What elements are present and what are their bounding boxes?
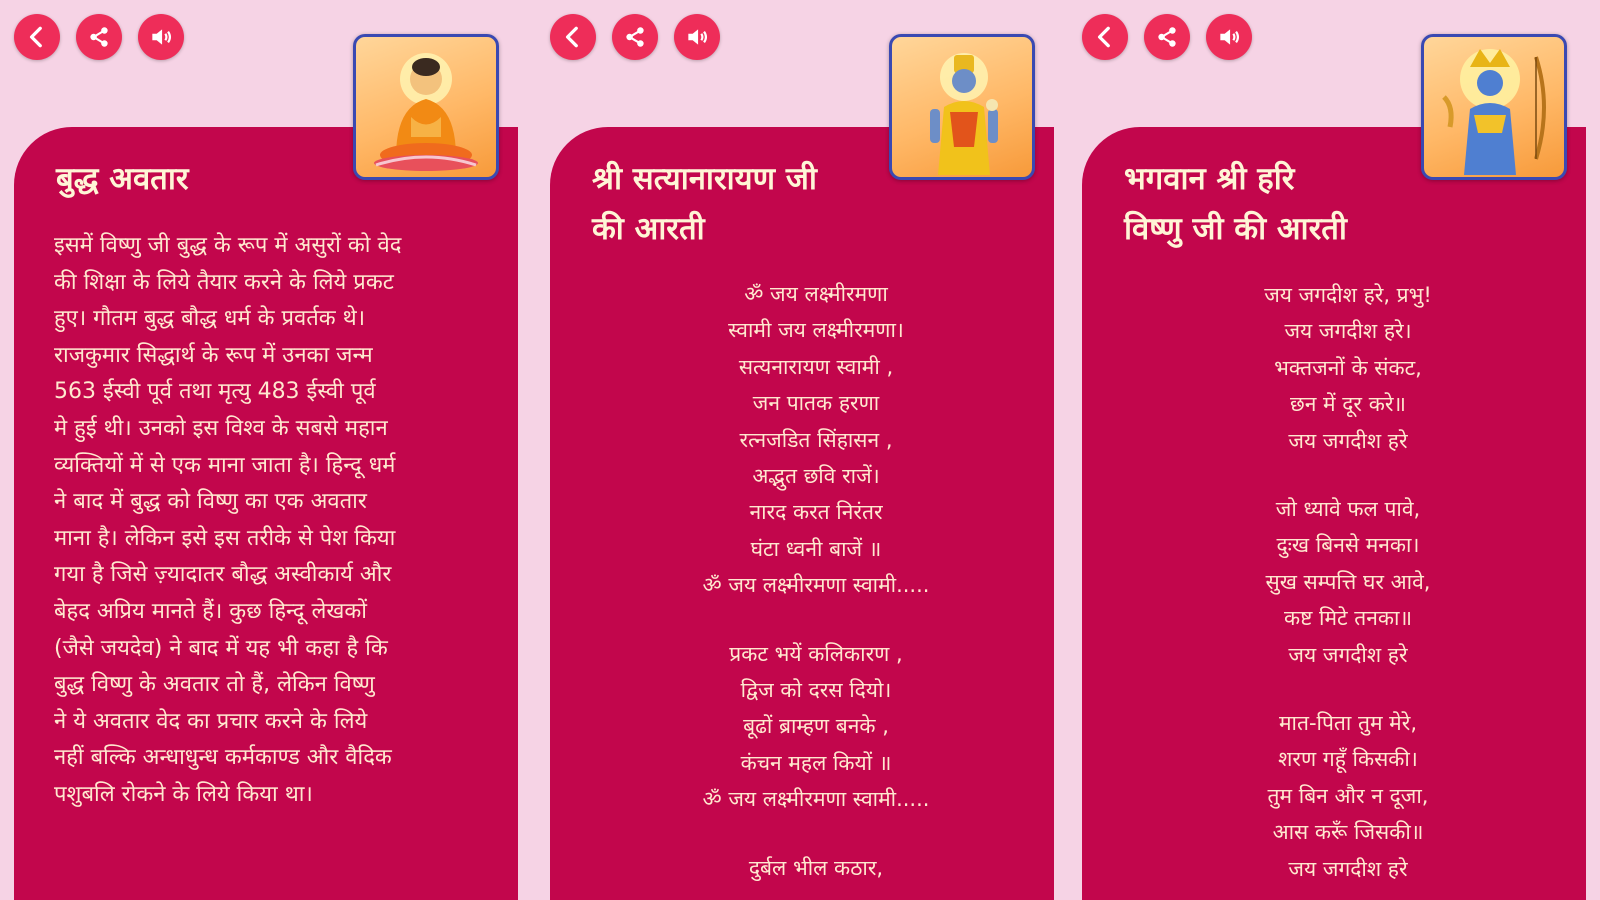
verse-line: घंटा ध्वनी बाजें ॥ bbox=[750, 536, 882, 561]
back-button[interactable] bbox=[1082, 14, 1128, 60]
text-line: पशुबलि रोकने के लिये किया था। bbox=[54, 781, 313, 807]
verse-line: अद्भुत छवि राजें। bbox=[752, 464, 880, 489]
verse-line: प्रकट भयें कलिकारण , bbox=[729, 641, 903, 666]
verse-line: जय जगदीश हरे। bbox=[1284, 319, 1412, 344]
speaker-icon bbox=[684, 24, 710, 50]
share-button[interactable] bbox=[1144, 14, 1190, 60]
verse-line: सत्यनारायण स्वामी , bbox=[738, 354, 894, 379]
verse-line: आस करूँ जिसकी॥ bbox=[1272, 820, 1424, 845]
text-line: बुद्ध विष्णु के अवतार तो हैं, लेकिन विष्णु bbox=[54, 672, 375, 698]
verse-line: जन पातक हरणा bbox=[752, 391, 880, 416]
panel-vishnu-aarti bbox=[1068, 0, 1598, 900]
verse-line: शरण गहूँ किसकी। bbox=[1278, 747, 1418, 772]
text-line: की शिक्षा के लिये तैयार करने के लिये प्रकट bbox=[54, 269, 394, 295]
verse-line: नारद करत निरंतर bbox=[749, 500, 883, 525]
text-line: ने ये अवतार वेद का प्रचार करने के लिये bbox=[54, 708, 368, 734]
text-line: 563 ईस्वी पूर्व तथा मृत्यु 483 ईस्वी पूर्व bbox=[54, 379, 376, 405]
share-button[interactable] bbox=[612, 14, 658, 60]
back-button[interactable] bbox=[550, 14, 596, 60]
verse-stanza bbox=[576, 276, 1056, 604]
share-icon bbox=[86, 24, 112, 50]
verse-line: जय जगदीश हरे, प्रभु! bbox=[1264, 283, 1432, 307]
verse-line: जय जगदीश हरे bbox=[1288, 428, 1408, 453]
back-icon bbox=[24, 24, 50, 50]
verse-stanza bbox=[576, 636, 1056, 818]
verse-line: बूढों ब्राम्हण बनके , bbox=[743, 714, 889, 739]
verse-line: जो ध्यावे फल पावे, bbox=[1275, 497, 1421, 522]
back-icon bbox=[1092, 24, 1118, 50]
verse-stanza bbox=[1108, 705, 1588, 887]
panel-satyanarayan-aarti bbox=[536, 0, 1066, 900]
share-icon bbox=[1154, 24, 1180, 50]
aarti-verses bbox=[576, 276, 1056, 900]
verse-line: जय जगदीश हरे bbox=[1288, 856, 1408, 881]
back-icon bbox=[560, 24, 586, 50]
verse-line: द्विज को दरस दियो। bbox=[740, 678, 892, 703]
verse-line: स्वामी जय लक्ष्मीरमणा। bbox=[728, 318, 904, 343]
text-line: मे हुई थी। उनको इस विश्व के सबसे महान bbox=[54, 415, 388, 441]
text-line: राजकुमार सिद्धार्थ के रूप में उनका जन्म bbox=[54, 342, 373, 368]
aarti-verses bbox=[1108, 277, 1588, 900]
title-line: श्री सत्यानारायण जी bbox=[592, 161, 817, 197]
verse-line: कष्ट मिटे तनका॥ bbox=[1283, 606, 1413, 631]
verse-stanza bbox=[1108, 277, 1588, 459]
speaker-icon bbox=[148, 24, 174, 50]
panel-title bbox=[592, 154, 892, 254]
description-text bbox=[54, 228, 484, 814]
verse-line: भक्तजनों के संकट, bbox=[1274, 355, 1422, 380]
title-line: विष्णु जी की आरती bbox=[1124, 211, 1347, 247]
buddha-illustration bbox=[356, 37, 496, 177]
text-line: व्यक्तियों में से एक माना जाता है। हिन्दू धर्म bbox=[54, 452, 396, 478]
sound-button[interactable] bbox=[674, 14, 720, 60]
title-line: की आरती bbox=[592, 211, 705, 247]
text-line: बेहद अप्रिय मानते हैं। कुछ हिन्दू लेखकों bbox=[54, 598, 367, 624]
buddha-image bbox=[353, 34, 499, 180]
verse-line: ॐ जय लक्ष्मीरमणा स्वामी..... bbox=[702, 573, 930, 598]
panel-buddha-avatar bbox=[0, 0, 530, 900]
text-line: (जैसे जयदेव) ने बाद में यह भी कहा है कि bbox=[54, 635, 388, 661]
share-button[interactable] bbox=[76, 14, 122, 60]
verse-line: मात-पिता तुम मेरे, bbox=[1278, 711, 1418, 736]
back-button[interactable] bbox=[14, 14, 60, 60]
speaker-icon bbox=[1216, 24, 1242, 50]
verse-line: कंचन महल कियों ॥ bbox=[740, 750, 892, 775]
vishnu-image bbox=[1421, 34, 1567, 180]
text-line: इसमें विष्णु जी बुद्ध के रूप में असुरों को वेद bbox=[54, 233, 402, 258]
verse-line: दुर्बल भील कठार, bbox=[748, 855, 884, 880]
title-line: भगवान श्री हरि bbox=[1124, 161, 1295, 197]
verse-line: दुःख बिनसे मनका। bbox=[1276, 533, 1420, 558]
verse-line: सुख सम्पत्ति घर आवे, bbox=[1265, 569, 1431, 594]
verse-stanza bbox=[1108, 491, 1588, 673]
verse-line: ॐ जय लक्ष्मीरमणा स्वामी..... bbox=[702, 787, 930, 812]
vishnu-illustration bbox=[1424, 37, 1564, 177]
text-line: ने बाद में बुद्ध को विष्णु का एक अवतार bbox=[54, 489, 367, 515]
verse-stanza bbox=[576, 850, 1056, 886]
verse-line: छन में दूर करे॥ bbox=[1290, 392, 1406, 417]
share-icon bbox=[622, 24, 648, 50]
satyanarayan-illustration bbox=[892, 37, 1032, 177]
verse-line: तुम बिन और न दूजा, bbox=[1267, 783, 1429, 808]
text-line: माना है। लेकिन इसे इस तरीके से पेश किया bbox=[54, 525, 396, 551]
title-line: बुद्ध अवतार bbox=[56, 161, 189, 197]
panel-title bbox=[1124, 154, 1424, 254]
sound-button[interactable] bbox=[138, 14, 184, 60]
panel-title bbox=[56, 154, 356, 204]
verse-line: जय जगदीश हरे bbox=[1288, 642, 1408, 667]
text-line: हुए। गौतम बुद्ध बौद्ध धर्म के प्रवर्तक थे। bbox=[54, 306, 366, 332]
verse-line: रत्नजडित सिंहासन , bbox=[739, 427, 893, 452]
text-line: नहीं बल्कि अन्धाधुन्ध कर्मकाण्ड और वैदिक bbox=[54, 745, 392, 771]
sound-button[interactable] bbox=[1206, 14, 1252, 60]
text-line: गया है जिसे ज़्यादातर बौद्ध अस्वीकार्य और bbox=[54, 562, 392, 588]
satyanarayan-image bbox=[889, 34, 1035, 180]
verse-line: ॐ जय लक्ष्मीरमणा bbox=[744, 282, 888, 306]
